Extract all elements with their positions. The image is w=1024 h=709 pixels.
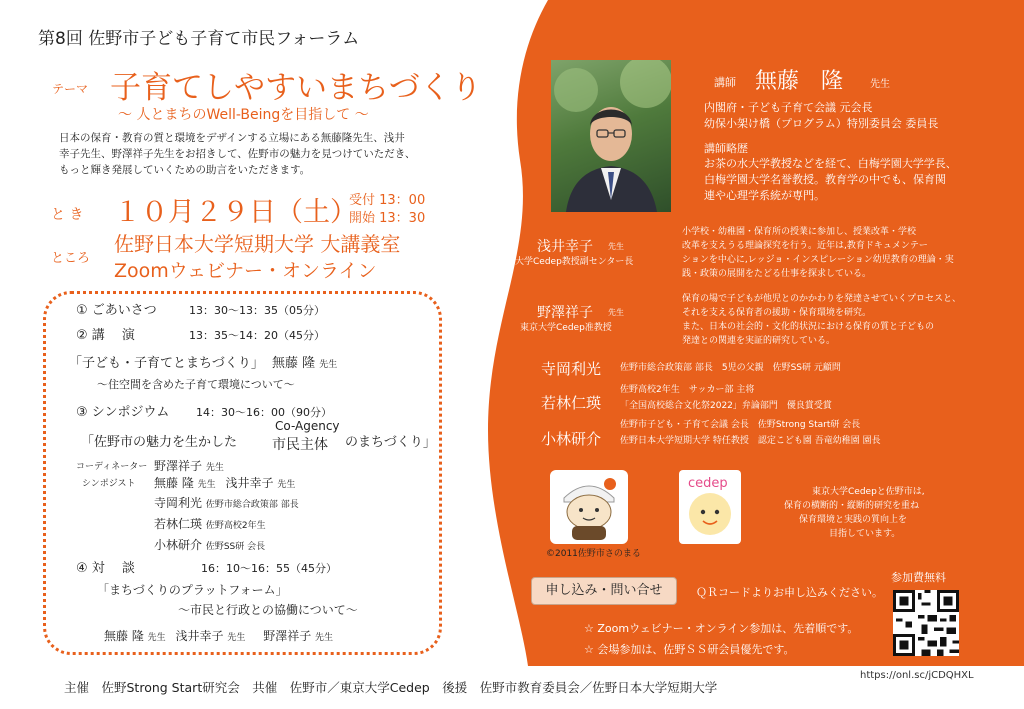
symposist-row (154, 474, 295, 491)
program-time: 13：35～14：20（45分） (189, 329, 325, 342)
asai-desc: ションを中心に,レッジョ・インスピレーション幼児教育の理論・実 (682, 255, 954, 265)
qr-code[interactable] (893, 590, 959, 656)
speaker-title: 先生 (870, 79, 890, 90)
symposist-name: 寺岡利光 (154, 496, 203, 510)
symposium-main: 市民主体 (272, 437, 328, 453)
speaker-photo (551, 60, 671, 212)
sensei-label: 先生 (277, 480, 296, 490)
symposist-affiliation: 佐野高校2年生 (205, 521, 266, 531)
symposist-name: 若林仁瑛 (154, 517, 203, 531)
apply-url[interactable]: https://onl.sc/jCDQHXL (860, 670, 974, 681)
symposium-title-a: 「佐野市の魅力を生かした (81, 435, 238, 450)
qr-note: ＱＲコードよりお申し込みください。 (696, 586, 883, 599)
asai-name: 浅井幸子 (537, 239, 593, 255)
subtitle: ～ 人とまちのWell-Beingを目指して ～ (118, 107, 369, 123)
nozawa-desc: 発達との関連を実証的研究している。 (682, 336, 836, 346)
asai-desc: 践・政策の展開をたどる仕事を探求している。 (682, 269, 872, 279)
cedep-logo-text: cedep (688, 476, 728, 491)
theme-title: 子育てしやすいまちづくり (110, 70, 482, 106)
venue: 佐野日本大学短期大学 大講義室 (114, 232, 401, 256)
sensei-label: 先生 (147, 633, 166, 643)
coordinator: 野澤祥子 (154, 459, 203, 473)
note-line: ☆ Zoomウェビナー・オンライン参加は、先着順です。 (584, 622, 859, 635)
program-time: 16：10～16：55（45分） (201, 562, 337, 575)
nozawa-name: 野澤祥子 (537, 305, 593, 321)
cedep-note: 目指しています。 (829, 529, 901, 539)
mascot-credit: ©2011佐野市さのまる (546, 549, 641, 559)
cedep-note: 東京大学Cedepと佐野市は, (812, 487, 925, 497)
lecture-speaker: 無藤 隆 (272, 356, 316, 371)
symposist-row (154, 515, 266, 532)
online-venue: Zoomウェビナー・オンライン (114, 260, 377, 282)
sensei-label: 先生 (319, 360, 338, 370)
when-label: と き (51, 207, 84, 223)
speaker-role: 講師 (714, 76, 736, 89)
career-line: 白梅学園大学名誉教授。教育学の中でも、保育関 (704, 173, 946, 186)
talk-sub: ～市民と行政との協働について～ (178, 603, 358, 617)
forum-title: 第8回 佐野市子ども子育て市民フォーラム (38, 29, 360, 49)
nozawa-desc: 保育の場で子どもが他児とのかかわりを発達させていくプロセスと、 (682, 294, 962, 304)
teraoka-name: 寺岡利光 (541, 360, 602, 378)
cedep-logo (679, 470, 741, 544)
nozawa-affiliation: 東京大学Cedep准教授 (520, 323, 612, 333)
talk-speaker: 無藤 隆 (104, 629, 144, 643)
coordinator-name (154, 457, 224, 474)
cedep-note: 保育環境と実践の質向上を (799, 515, 908, 525)
intro-line: 幸子先生、野澤祥子先生をお招きして、佐野市の魅力を見つけていただき、 (59, 148, 416, 160)
lecture-title-text: 「子ども・子育てとまちづくり」 (69, 356, 264, 371)
symposist-name: 無藤 隆 (154, 476, 194, 490)
sensei-label: 先生 (205, 463, 224, 473)
symposist-name: 浅井幸子 (225, 476, 274, 490)
symposium-co-agency: Co-Agency (275, 419, 340, 433)
cedep-note: 保育の横断的・縦断的研究を重ね (784, 501, 920, 511)
sanomaru-mascot (550, 470, 628, 544)
coordinator-label: コーディネーター (76, 462, 148, 472)
symposium-title-b: のまちづくり」 (345, 435, 436, 450)
lecture-sub: ～住空間を含めた子育て環境について～ (97, 378, 295, 391)
sponsors: 主催 佐野Strong Start研究会 共催 佐野市／東京大学Cedep 後援 佐野市教育委員会／佐野日本大学短期大学 (64, 680, 718, 695)
symposist-row (154, 536, 265, 553)
symposist-row (154, 494, 299, 511)
program-time: 13：30～13：35（05分） (189, 304, 325, 317)
symposist-name: 小林研介 (154, 538, 203, 552)
speaker-name: 無藤 隆 (755, 69, 844, 94)
speaker-position: 幼保小架け橋（プログラム）特別委員会 委員長 (704, 117, 939, 130)
start-time: 開始 13：30 (349, 211, 426, 226)
where-label: ところ (51, 251, 91, 266)
career-line: お茶の水大学教授などを経て、白梅学園大学学長、 (704, 157, 957, 170)
teraoka-desc: 佐野市総合政策部 部長 5児の父親 佐野SS研 元顧問 (620, 363, 841, 373)
asai-affiliation: 東京大学Cedep教授副センター長 (497, 257, 634, 267)
intro-line: もっと輝き発展していくための助言をいただきます。 (59, 164, 311, 176)
wakabayashi-name: 若林仁瑛 (541, 394, 602, 412)
career-line: 連や心理学系統が専門。 (704, 189, 825, 202)
symposist-affiliation: 佐野市総合政策部 部長 (205, 500, 299, 510)
kobayashi-desc: 佐野市子ども・子育て会議 会長 佐野Strong Start研 会長 (620, 420, 861, 430)
kobayashi-name: 小林研介 (541, 430, 602, 448)
talk-speaker: 浅井幸子 (175, 629, 224, 643)
asai-title: 先生 (608, 242, 624, 251)
wakabayashi-desc: 佐野高校2年生 サッカー部 主将 (620, 385, 755, 395)
fee-label: 参加費無料 (891, 571, 946, 584)
program-time: 14：30～16：00（90分） (196, 406, 332, 419)
program-item: ① ごあいさつ (76, 303, 157, 318)
program-item: ④ 対 談 (76, 561, 135, 576)
talk-speakers (104, 627, 333, 644)
wakabayashi-desc: 「全国高校総合文化祭2022」弁論部門 優良賞受賞 (620, 401, 832, 411)
nozawa-title: 先生 (608, 308, 624, 317)
sensei-label: 先生 (197, 480, 216, 490)
asai-desc: 改革を支えうる理論探究を行う。近年は,教育ドキュメンテー (682, 241, 928, 251)
apply-button[interactable]: 申し込み・問い合せ (531, 577, 677, 605)
event-date: １０月２９日（土） (114, 197, 357, 228)
sensei-label: 先生 (227, 633, 246, 643)
asai-desc: 小学校・幼稚園・保育所の授業に参加し、授業改革・学校 (682, 227, 917, 237)
speaker-position: 内閣府・子ども子育て会議 元会長 (704, 101, 873, 114)
program-item: ③ シンポジウム (76, 405, 170, 420)
talk-speaker: 野澤祥子 (263, 629, 312, 643)
theme-label: テーマ (52, 82, 89, 96)
note-line: ☆ 会場参加は、佐野ＳＳ研会員優先です。 (584, 643, 795, 656)
symposist-affiliation: 佐野SS研 会長 (205, 542, 266, 552)
symposist-label: シンポジスト (82, 479, 136, 489)
talk-title: 「まちづくりのプラットフォーム」 (97, 583, 288, 597)
sensei-label: 先生 (315, 633, 334, 643)
program-item: ② 講 演 (76, 328, 135, 343)
nozawa-desc: それを支える保育者の援助・保育環境を研究。 (682, 308, 872, 318)
reception-time: 受付 13：00 (349, 193, 426, 208)
intro-line: 日本の保育・教育の質と環境をデザインする立場にある無藤隆先生、浅井 (59, 132, 405, 144)
kobayashi-desc: 佐野日本大学短期大学 特任教授 認定こども園 吾竜幼稚園 園長 (620, 436, 881, 446)
career-label: 講師略歴 (704, 142, 748, 155)
lecture-title (69, 352, 337, 371)
nozawa-desc: また、日本の社会的・文化的状況における保育の質と子どもの (682, 322, 935, 332)
